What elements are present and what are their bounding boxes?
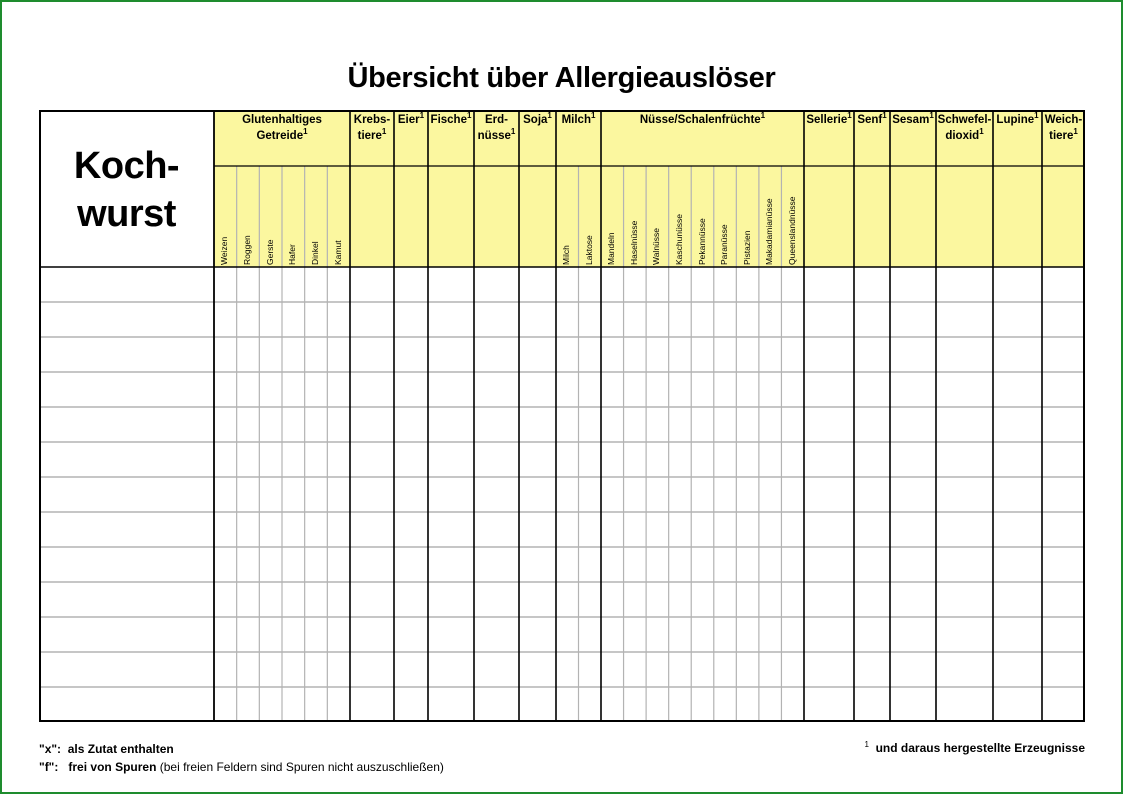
allergen-header-text: nüsse <box>477 130 511 142</box>
sub-header-label: Haselnüsse <box>628 220 639 265</box>
allergen-header-text: Getreide <box>256 130 304 142</box>
allergen-header-text: Schwefel- <box>937 114 992 126</box>
footnote-marker: 1 <box>864 740 869 749</box>
allergen-header <box>350 110 394 144</box>
legend-x-text: als Zutat enthalten <box>67 742 174 756</box>
sub-header-label: Gerste <box>264 239 275 265</box>
legend-x-key: "x": <box>39 742 62 756</box>
allergen-header-footnote: 1 <box>590 111 596 120</box>
page-title: Übersicht über Allergieauslöser <box>347 62 776 94</box>
footnote <box>864 740 1085 755</box>
footnote-text: und daraus hergestellte Erzeugnisse <box>875 741 1085 755</box>
allergen-header <box>993 110 1042 128</box>
allergen-header <box>936 110 993 144</box>
allergen-header-footnote: 1 <box>979 127 984 136</box>
legend-f-bold: frei von Spuren <box>68 760 157 774</box>
allergen-header-text: Lupine <box>996 114 1035 126</box>
allergen-header-text: tiere <box>357 130 382 142</box>
allergen-header-text: Sesam <box>892 114 930 126</box>
allergen-header-footnote: 1 <box>303 127 308 136</box>
sub-header-label: Pekannüsse <box>696 218 707 265</box>
allergen-header <box>474 110 519 144</box>
allergen-header-footnote: 1 <box>760 111 766 120</box>
sub-header-label: Weizen <box>219 236 230 265</box>
allergen-header-text: Soja <box>523 114 548 126</box>
allergen-header-footnote: 1 <box>882 111 887 120</box>
allergen-header-text: Sellerie <box>806 114 848 126</box>
allergen-header <box>556 110 601 128</box>
sub-header-label: Walnüsse <box>651 227 662 265</box>
allergen-header-text: Eier <box>397 114 420 126</box>
product-name <box>39 142 214 238</box>
sub-header-label: Roggen <box>242 235 252 265</box>
sub-header-label: Queenslandnüsse <box>786 196 797 265</box>
sub-header-label: Dinkel <box>310 241 320 265</box>
allergen-header <box>601 110 804 128</box>
allergen-header-text: Krebs- <box>353 114 391 126</box>
sub-header-label: Makadamianüsse <box>764 198 775 265</box>
allergen-header <box>214 110 350 144</box>
allergen-header-text: Senf <box>857 114 883 126</box>
sub-header-label: Paranüsse <box>719 224 730 265</box>
sub-header-label: Kaschunüsse <box>673 213 684 265</box>
allergen-header-text: dioxid <box>945 130 980 142</box>
sub-header-label: Hafer <box>287 244 298 265</box>
sub-header-label: Milch <box>561 245 572 265</box>
legend-f-key: "f": <box>39 760 59 774</box>
allergen-header-footnote: 1 <box>1073 127 1078 136</box>
allergen-header <box>804 110 854 128</box>
allergen-header-text: Weich- <box>1044 114 1083 126</box>
product-name-line: wurst <box>77 193 176 235</box>
allergen-header-footnote: 1 <box>847 111 852 120</box>
allergen-header-footnote: 1 <box>466 111 472 120</box>
legend-f <box>39 760 444 774</box>
allergen-header <box>890 110 936 128</box>
allergen-header <box>854 110 890 128</box>
allergen-table <box>39 110 1085 722</box>
allergen-header-text: Fische <box>430 114 467 126</box>
allergen-header <box>428 110 474 128</box>
allergen-header-text: Erd- <box>485 114 508 126</box>
allergen-header-footnote: 1 <box>1034 111 1039 120</box>
allergen-header-text: Glutenhaltiges <box>242 114 322 126</box>
legend-x <box>39 742 174 756</box>
allergen-header-footnote: 1 <box>929 111 934 120</box>
product-name-line: Koch- <box>73 145 180 187</box>
allergen-header-text: Milch <box>561 114 591 126</box>
sub-header-label: Mandeln <box>606 232 617 265</box>
allergen-header <box>519 110 556 128</box>
legend-f-rest: (bei freien Feldern sind Spuren nicht auszuschließen) <box>159 760 444 774</box>
sub-header-label: Pistazien <box>741 230 752 265</box>
allergen-header-text: Nüsse/Schalenfrüchte <box>639 114 761 126</box>
allergen-header <box>394 110 428 128</box>
allergen-header-text: tiere <box>1049 130 1074 142</box>
allergen-header-footnote: 1 <box>419 111 425 120</box>
sub-header-label: Laktose <box>583 235 594 265</box>
allergen-header-footnote: 1 <box>510 127 516 136</box>
allergen-header <box>1042 110 1085 144</box>
allergen-header-footnote: 1 <box>547 111 552 120</box>
sub-header-label: Kamut <box>332 240 343 265</box>
allergen-header-footnote: 1 <box>381 127 387 136</box>
